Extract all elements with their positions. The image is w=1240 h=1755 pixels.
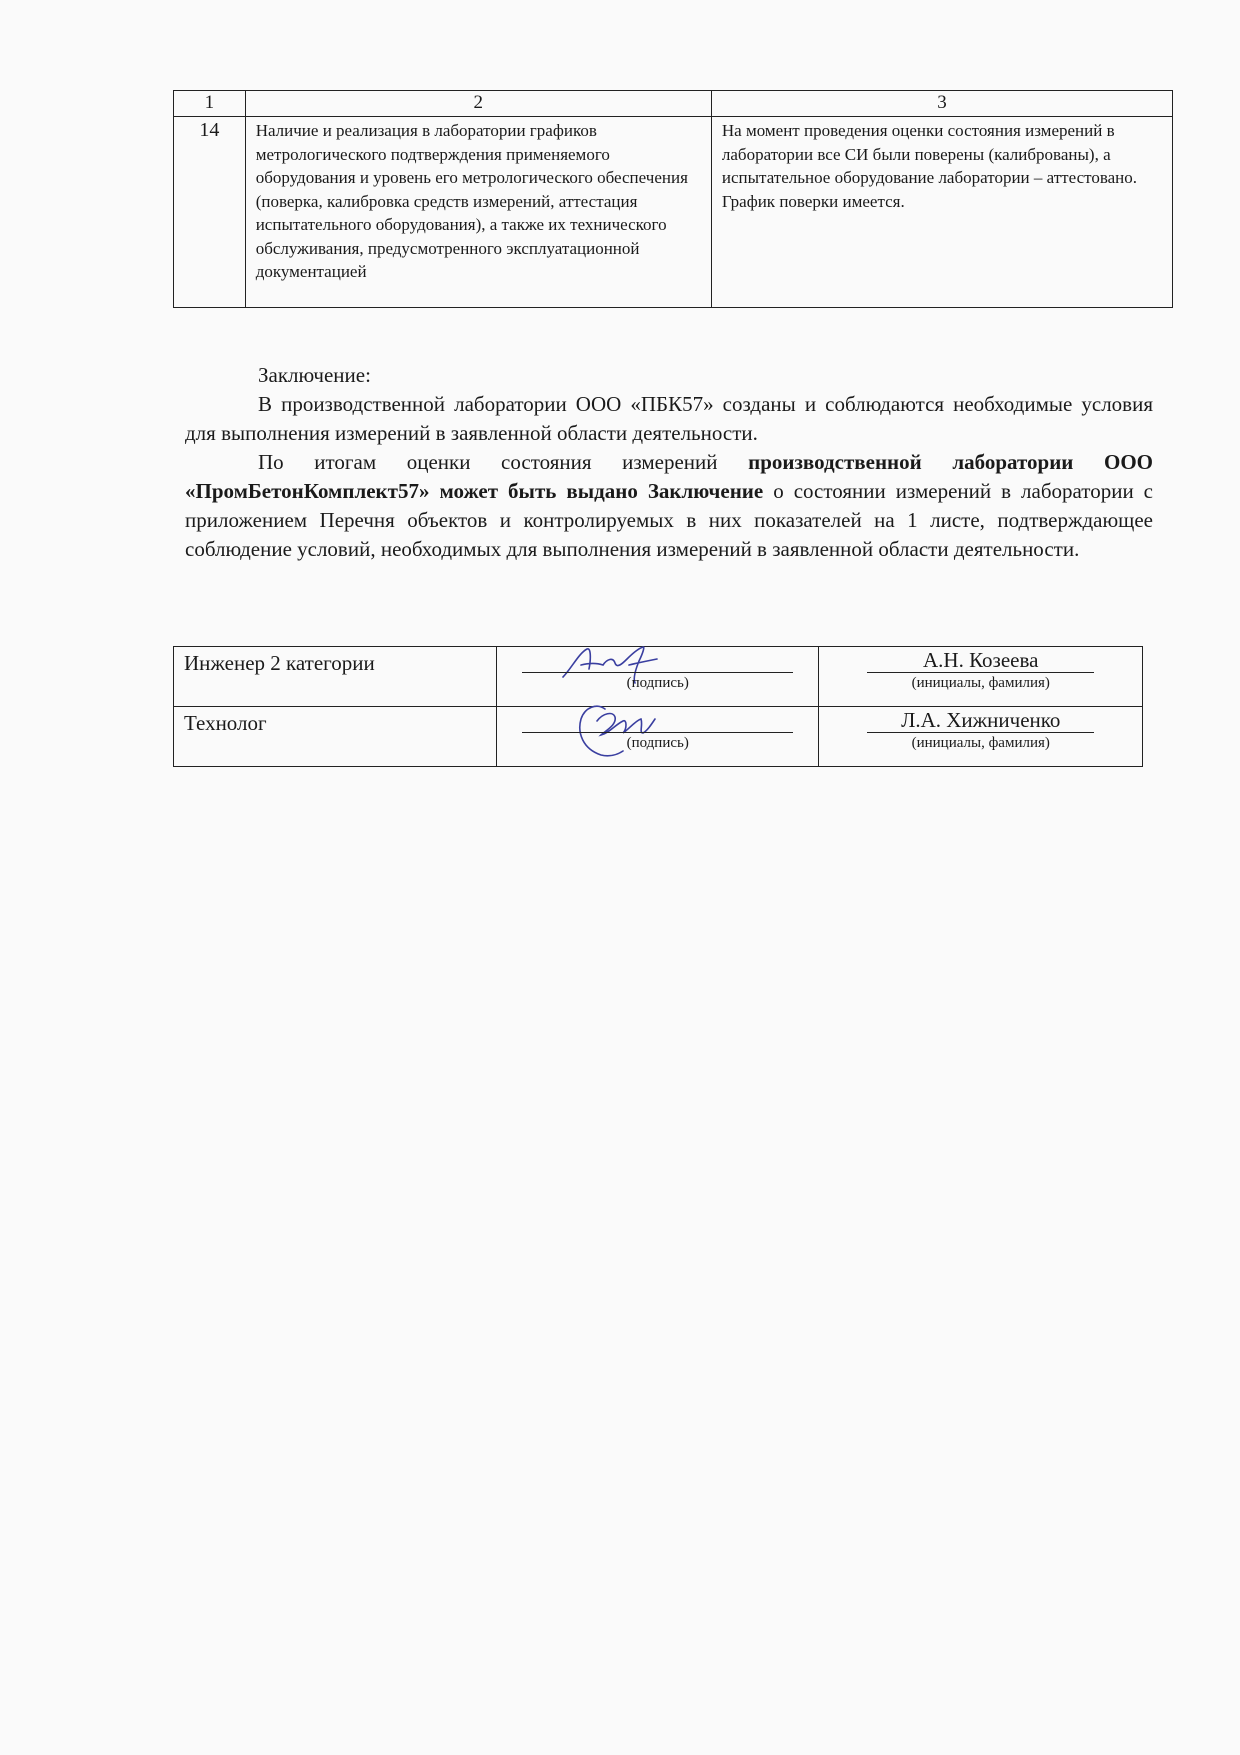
conclusion-paragraph-2-end: о состоянии измерений в лаборатории с приложением Перечня объектов и контролируемых в них показателей на 1 листе, подтверждающее соблюдение условий, необходимых для выполнения измерений в заявленной области деятельности. <box>185 479 1153 561</box>
signature-cell <box>496 707 819 767</box>
conclusion-paragraph-2 <box>185 448 1153 564</box>
name-line <box>867 732 1094 733</box>
conclusion-heading: Заключение: <box>258 363 371 387</box>
role-label: Технолог <box>184 711 267 735</box>
conclusion-paragraph-2-start: По итогам оценки состояния измерений <box>258 450 749 474</box>
signature-caption: (подпись) <box>626 735 689 751</box>
conclusion-paragraph-2-bold: производственной лаборатории ООО «ПромБетонКомплект57» может быть выдано Заключение <box>185 450 1153 503</box>
table-row <box>174 117 1173 308</box>
conclusion-paragraph-1: В производственной лаборатории ООО «ПБК57» созданы и соблюдаются необходимые условия для выполнения измерений в заявленной области деятельности. <box>185 392 1153 445</box>
criteria-table <box>173 90 1173 308</box>
name-caption: (инициалы, фамилия) <box>911 735 1050 751</box>
header-col-1: 1 <box>174 91 246 117</box>
signature-line <box>522 732 794 733</box>
table-header-row <box>174 91 1173 117</box>
name-caption: (инициалы, фамилия) <box>911 675 1050 691</box>
role-cell <box>174 707 497 767</box>
signature-cell <box>496 647 819 707</box>
name-cell <box>819 647 1143 707</box>
signature-table <box>173 646 1143 767</box>
signature-line <box>522 672 794 673</box>
signature-row-engineer <box>174 647 1143 707</box>
row-result: На момент проведения оценки состояния измерений в лаборатории все СИ были поверены (калиброваны), а испытательное оборудование лаборатории – аттестовано. График поверки имеется. <box>711 117 1172 308</box>
name-line <box>867 672 1094 673</box>
role-cell <box>174 647 497 707</box>
header-col-2: 2 <box>245 91 711 117</box>
role-label: Инженер 2 категории <box>184 651 375 675</box>
signer-name: Л.А. Хижниченко <box>901 708 1061 732</box>
row-criterion: Наличие и реализация в лаборатории графиков метрологического подтверждения применяемого оборудования и уровень его метрологического обеспечения (поверка, калибровка средств измерений, аттестация испытательного оборудования), а также их технического обслуживания, предусмотренного эксплуатационной документацией <box>245 117 711 308</box>
row-number: 14 <box>174 117 246 308</box>
header-col-3: 3 <box>711 91 1172 117</box>
signer-name: А.Н. Козеева <box>923 648 1039 672</box>
signature-row-technologist <box>174 707 1143 767</box>
signature-caption: (подпись) <box>626 675 689 691</box>
name-cell <box>819 707 1143 767</box>
conclusion-block <box>185 361 1153 564</box>
